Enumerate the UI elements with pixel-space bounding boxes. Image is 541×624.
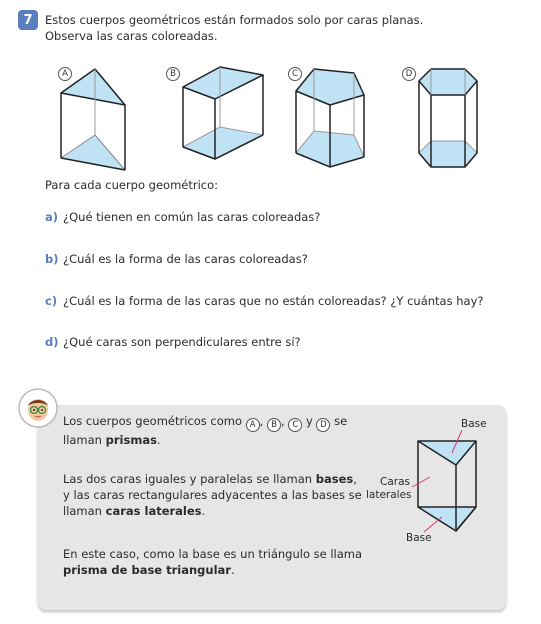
question-letter: d) [45, 335, 59, 349]
term-prismas: prismas [105, 433, 157, 447]
shapes-row [0, 60, 541, 180]
question-letter: a) [45, 210, 59, 224]
info-text: , [259, 414, 267, 428]
shape-label-b: B [267, 418, 281, 432]
exercise-number-badge: 7 [18, 10, 38, 30]
triangular-prism-diagram [400, 425, 500, 540]
question-c [45, 294, 484, 308]
info-text: , [353, 472, 357, 486]
question-d [45, 335, 301, 349]
info-text: y [302, 414, 317, 428]
question-text: ¿Cuál es la forma de las caras coloreadas? [63, 252, 308, 266]
question-letter: b) [45, 252, 59, 266]
info-text: . [201, 504, 206, 518]
label-caras: Caras [380, 476, 410, 488]
question-text: ¿Qué caras son perpendiculares entre sí? [63, 335, 301, 349]
term-caras-laterales: caras laterales [105, 504, 202, 518]
label-laterales: laterales [366, 489, 412, 501]
question-text: ¿Cuál es la forma de las caras que no están coloreadas? ¿Y cuántas hay? [63, 294, 484, 308]
exercise-intro [45, 12, 423, 44]
term-bases: bases [315, 472, 354, 486]
shape-label-d: D [316, 418, 330, 432]
label-base-bottom: Base [406, 532, 432, 544]
label-base-top: Base [461, 418, 487, 430]
info-text: En este caso, como la base es un triángulo se llama [63, 547, 363, 561]
prompt-text: Para cada cuerpo geométrico: [45, 178, 219, 192]
info-text: Los cuerpos geométricos como [63, 414, 246, 428]
intro-line-2: Observa las caras coloreadas. [45, 29, 218, 43]
question-b [45, 252, 308, 266]
shape-label-d: D [402, 67, 416, 81]
info-paragraph-3 [63, 546, 362, 578]
question-letter: c) [45, 294, 58, 308]
pentagonal-prism-icon [292, 65, 382, 175]
info-text: , [280, 414, 289, 428]
hexagonal-prism-icon [415, 65, 485, 177]
info-text: Las dos caras iguales y paralelas se llaman [63, 472, 316, 486]
rectangular-prism-icon [175, 65, 270, 175]
info-text: llaman [63, 433, 106, 447]
question-text: ¿Qué tienen en común las caras coloreadas? [63, 210, 321, 224]
question-a [45, 210, 320, 224]
info-text: . [156, 433, 161, 447]
term-prisma-base-triangular: prisma de base triangular [63, 563, 231, 577]
info-paragraph-1 [63, 413, 347, 448]
shape-label-a: A [58, 67, 72, 81]
shape-label-c: C [288, 67, 302, 81]
shape-label-a: A [246, 418, 260, 432]
info-text: . [230, 563, 235, 577]
shape-label-b: B [166, 67, 180, 81]
triangular-prism-icon [55, 65, 135, 175]
info-text: se [330, 414, 348, 428]
intro-line-1: Estos cuerpos geométricos están formados solo por caras planas. [45, 13, 424, 27]
shape-label-c: C [288, 418, 302, 432]
info-paragraph-2 [63, 471, 362, 519]
info-text: llaman [63, 504, 106, 518]
student-avatar-icon [18, 388, 58, 428]
info-text: y las caras rectangulares adyacentes a las bases se [63, 488, 362, 502]
